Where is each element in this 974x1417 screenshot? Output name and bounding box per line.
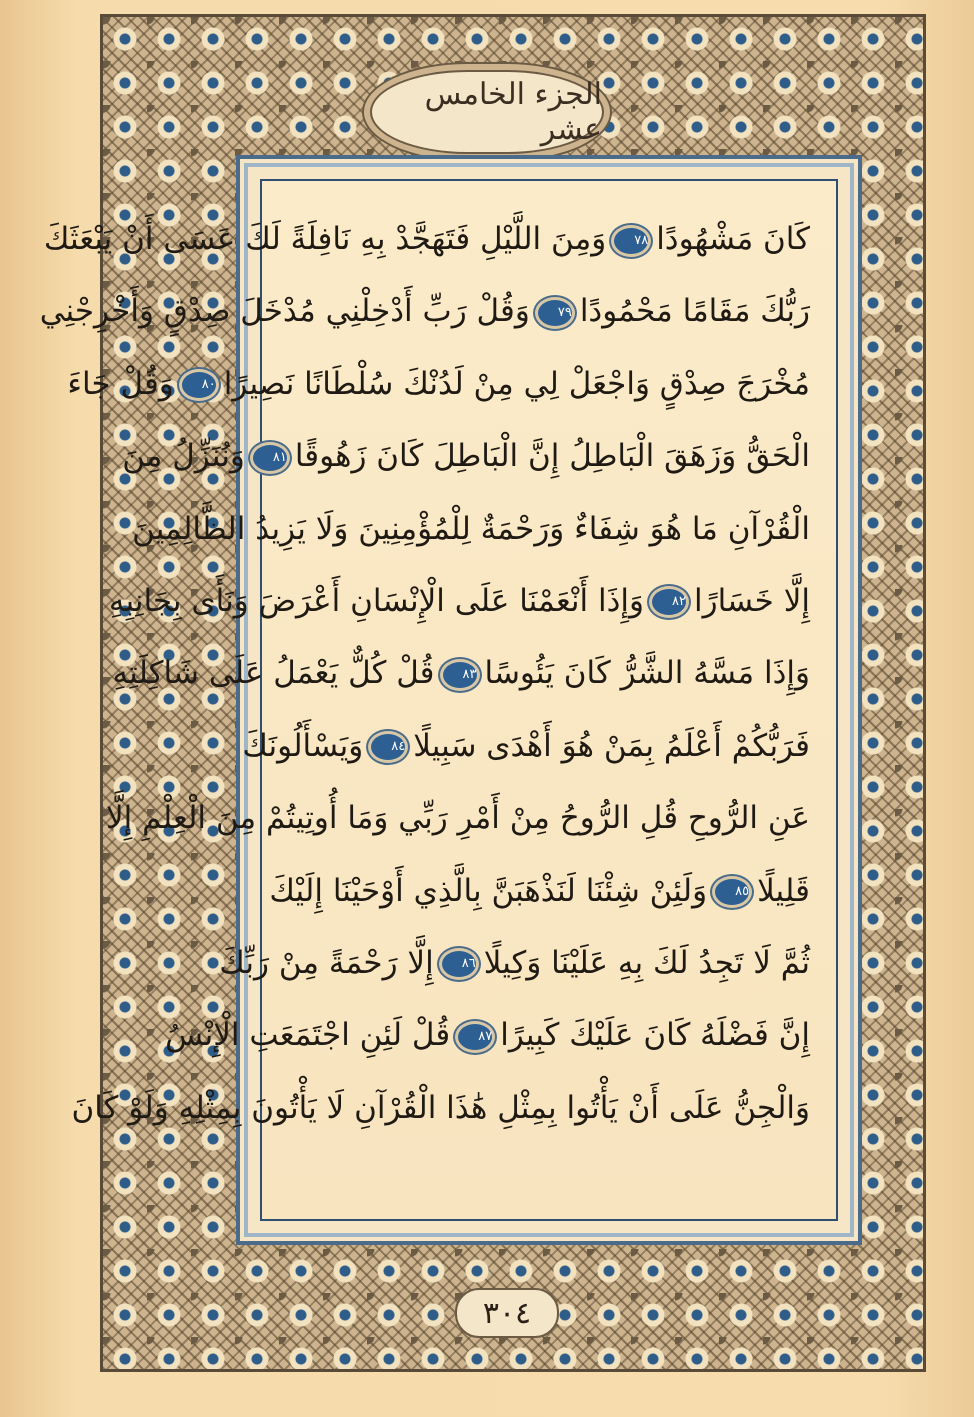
verse-text: مُخْرَجَ صِدْقٍ وَاجْعَلْ لِي مِنْ لَدُنْكَ سُلْطَانًا نَصِيرًا xyxy=(223,365,810,402)
ayah-number-marker: ٨٠ xyxy=(182,372,216,398)
verse-text: ثُمَّ لَا تَجِدُ لَكَ بِهِ عَلَيْنَا وَكِيلًا xyxy=(483,944,810,981)
verse-line xyxy=(132,493,810,565)
verse-text: الْقُرْآنِ مَا هُوَ شِفَاءٌ وَرَحْمَةٌ لِلْمُؤْمِنِينَ وَلَا يَزِيدُ الظَّالِمِينَ xyxy=(132,510,810,547)
verse-text: قُلْ كُلٌّ يَعْمَلُ عَلَى شَاكِلَتِهِ xyxy=(112,655,435,692)
verse-text: وَنُنَزِّلُ مِنَ xyxy=(122,438,245,475)
ayah-number-marker: ٨١ xyxy=(253,445,287,471)
verse-text: وَالْجِنُّ عَلَى أَنْ يَأْتُوا بِمِثْلِ هَٰذَا الْقُرْآنِ لَا يَأْتُونَ بِمِثْلِهِ وَلَوْ كَانَ xyxy=(71,1089,810,1126)
verse-text: وَقُلْ رَبِّ أَدْخِلْنِي مُدْخَلَ صِدْقٍ وَأَخْرِجْنِي xyxy=(39,293,530,330)
verse-text: الْحَقُّ وَزَهَقَ الْبَاطِلُ إِنَّ الْبَاطِلَ كَانَ زَهُوقًا xyxy=(294,438,810,475)
verse-line xyxy=(165,999,810,1071)
verse-line xyxy=(39,275,810,347)
ayah-number-marker: ٧٨ xyxy=(614,228,648,254)
verse-text: إِنَّ فَضْلَهُ كَانَ عَلَيْكَ كَبِيرًا xyxy=(500,1017,810,1054)
verse-line xyxy=(108,565,810,637)
verse-line xyxy=(269,855,810,927)
juz-header-cartouche xyxy=(370,70,604,154)
ayah-number-marker: ٨٣ xyxy=(443,662,477,688)
verse-text: قَلِيلًا xyxy=(757,872,810,909)
verse-text: عَنِ الرُّوحِ قُلِ الرُّوحُ مِنْ أَمْرِ رَبِّي وَمَا أُوتِيتُمْ مِنَ الْعِلْمِ إِلَّا xyxy=(105,800,810,837)
verse-text: وَقُلْ جَاءَ xyxy=(67,365,174,402)
verse-line xyxy=(219,927,810,999)
verse-text: وَلَئِنْ شِئْنَا لَنَذْهَبَنَّ بِالَّذِي أَوْحَيْنَا إِلَيْكَ xyxy=(269,872,708,909)
verse-line xyxy=(242,710,810,782)
verse-line xyxy=(71,1072,810,1144)
ayah-number-marker: ٨٦ xyxy=(442,951,476,977)
verse-line xyxy=(112,637,810,709)
verse-line xyxy=(43,203,810,275)
verse-text: وَإِذَا مَسَّهُ الشَّرُّ كَانَ يَئُوسًا xyxy=(484,655,810,692)
page-number: ٣٠٤ xyxy=(482,1295,532,1331)
ayah-number-marker: ٨٤ xyxy=(371,734,405,760)
ayah-number-marker: ٨٧ xyxy=(458,1024,492,1050)
verse-text: قُلْ لَئِنِ اجْتَمَعَتِ الْإِنْسُ xyxy=(165,1017,451,1054)
ayah-number-marker: ٨٥ xyxy=(715,879,749,905)
verse-text: كَانَ مَشْهُودًا xyxy=(656,221,810,257)
verse-line xyxy=(67,348,810,420)
verse-lines xyxy=(39,203,810,1144)
verse-line xyxy=(105,782,810,854)
text-panel xyxy=(39,179,838,1221)
page-number-cartouche xyxy=(455,1288,559,1338)
verse-text: وَيَسْأَلُونَكَ xyxy=(242,727,364,764)
verse-text: وَإِذَا أَنْعَمْنَا عَلَى الْإِنْسَانِ أَعْرَضَ وَنَأَى بِجَانِبِهِ xyxy=(108,582,644,619)
verse-line xyxy=(122,420,810,492)
verse-text: فَرَبُّكُمْ أَعْلَمُ بِمَنْ هُوَ أَهْدَى سَبِيلًا xyxy=(413,727,810,764)
ayah-number-marker: ٨٢ xyxy=(652,589,686,615)
verse-text: وَمِنَ اللَّيْلِ فَتَهَجَّدْ بِهِ نَافِلَةً لَكَ عَسَى أَنْ يَبْعَثَكَ xyxy=(43,221,607,257)
verse-text: إِلَّا خَسَارًا xyxy=(694,582,810,619)
verse-text: رَبُّكَ مَقَامًا مَحْمُودًا xyxy=(579,293,810,330)
text-frame xyxy=(39,155,862,1245)
verse-text: إِلَّا رَحْمَةً مِنْ رَبِّكَ xyxy=(219,944,434,981)
ayah-number-marker: ٧٩ xyxy=(538,300,572,326)
juz-title: الجزء الخامس عشر xyxy=(424,77,602,147)
